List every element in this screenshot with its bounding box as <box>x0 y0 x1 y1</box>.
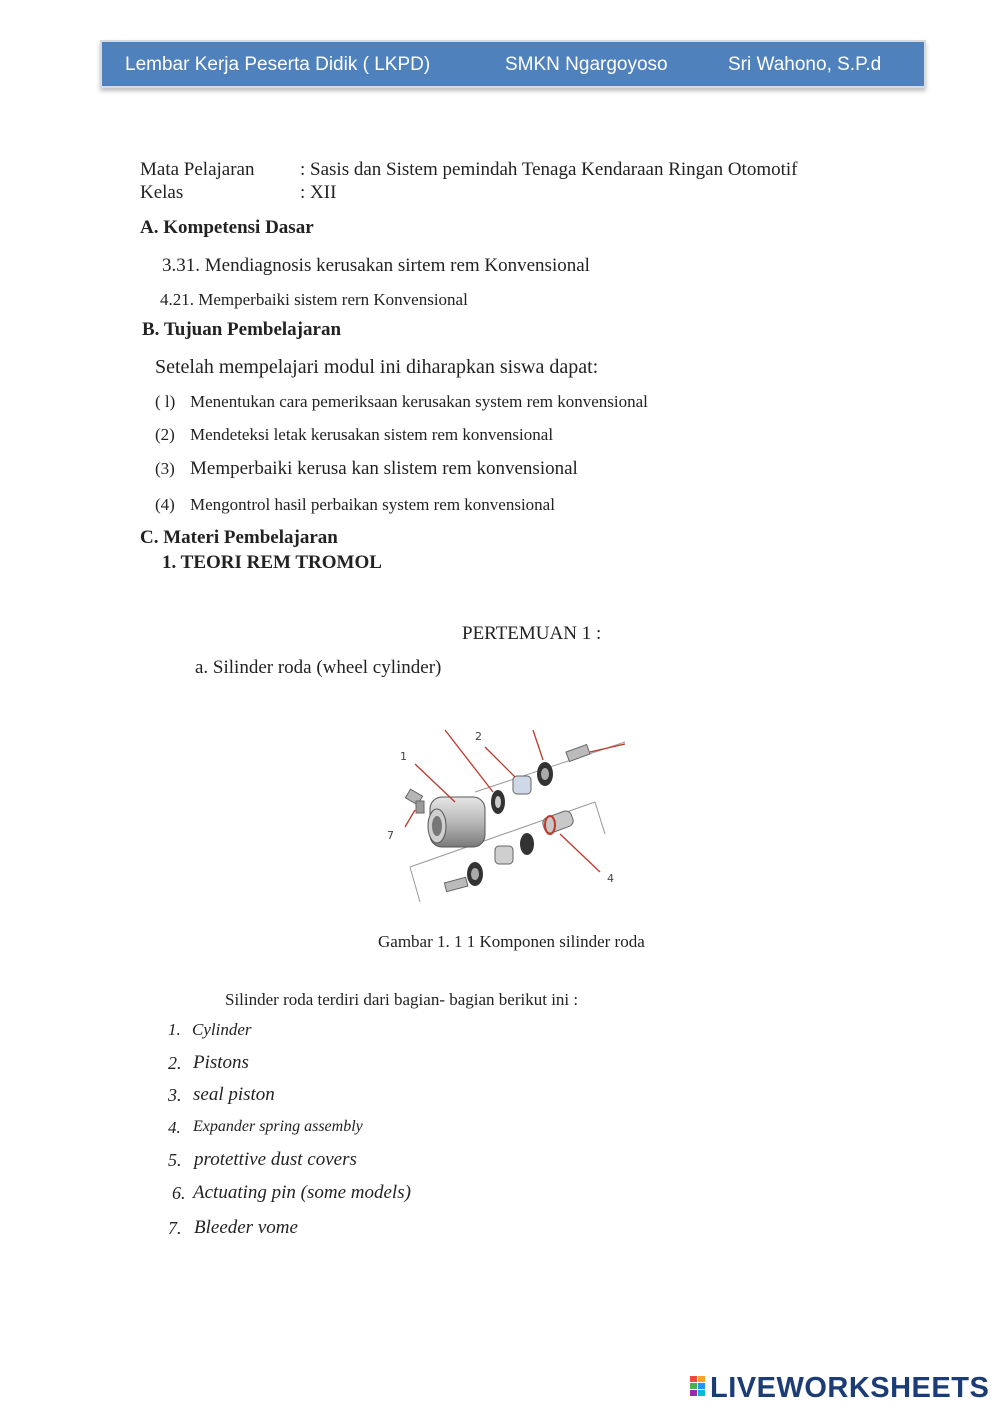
part-7-text: Bleeder vome <box>194 1217 298 1238</box>
kd-item-2: 4.21. Memperbaiki sistem rern Konvensional <box>160 290 468 309</box>
subject-value: : Sasis dan Sistem pemindah Tenaga Kendaraan Ringan Otomotif <box>300 159 798 180</box>
part-7-num: 7. <box>168 1218 182 1238</box>
class-value: : XII <box>300 182 337 203</box>
guide-line-left <box>410 867 420 902</box>
meeting-label: PERTEMUAN 1 : <box>462 623 602 644</box>
section-a-title: A. Kompetensi Dasar <box>140 217 314 238</box>
figure-label-4: 4 <box>607 872 614 885</box>
goal-2-num: (2) <box>155 425 175 444</box>
sub-a-title: a. Silinder roda (wheel cylinder) <box>195 657 442 678</box>
wheel-cylinder-figure <box>385 722 635 907</box>
section-b-intro: Setelah mempelajari modul ini diharapkan siswa dapat: <box>155 356 599 378</box>
subject-label: Mata Pelajaran <box>140 159 255 180</box>
goal-1-num: ( l) <box>155 392 176 411</box>
section-c-subtitle: 1. TEORI REM TROMOL <box>162 552 382 573</box>
figure-label-1: 1 <box>400 750 407 763</box>
section-b-title: B. Tujuan Pembelajaran <box>142 319 342 340</box>
logo-text: LIVEWORKSHEETS <box>710 1372 990 1404</box>
part-2-num: 2. <box>168 1053 182 1073</box>
part-3-num: 3. <box>168 1085 182 1105</box>
figure-label-2: 2 <box>475 730 482 743</box>
part-6-text: Actuating pin (some models) <box>193 1182 411 1203</box>
upper-parts <box>491 745 590 814</box>
part-5-text: protettive dust covers <box>194 1149 357 1170</box>
part-4-num: 4. <box>168 1118 181 1137</box>
goal-4-text: Mengontrol hasil perbaikan system rem konvensional <box>190 495 555 514</box>
part-5-num: 5. <box>168 1150 182 1170</box>
part-4-text: Expander spring assembly <box>193 1118 363 1135</box>
page-header <box>100 40 926 88</box>
cylinder-body <box>428 797 485 847</box>
part-6-num: 6. <box>172 1183 186 1203</box>
header-school: SMKN Ngargoyoso <box>505 54 668 75</box>
figure-caption: Gambar 1. 1 1 Komponen silinder roda <box>378 932 645 951</box>
logo-blocks-icon <box>690 1376 706 1402</box>
goal-1-text: Menentukan cara pemeriksaan kerusakan system rem konvensional <box>190 392 648 411</box>
parts-intro: Silinder roda terdiri dari bagian- bagian berikut ini : <box>225 990 579 1009</box>
figure-label-7: 7 <box>387 829 394 842</box>
class-label: Kelas <box>140 182 184 203</box>
kd-item-1: 3.31. Mendiagnosis kerusakan sirtem rem Konvensional <box>162 255 590 276</box>
part-3-text: seal piston <box>193 1084 275 1105</box>
goal-4-num: (4) <box>155 495 175 514</box>
header-title: Lembar Kerja Peserta Didik ( LKPD) <box>125 54 431 75</box>
goal-2-text: Mendeteksi letak kerusakan sistem rem konvensional <box>190 425 554 444</box>
part-1-text: Cylinder <box>192 1020 252 1039</box>
part-2-text: Pistons <box>193 1052 249 1073</box>
goal-3-num: (3) <box>155 459 175 478</box>
part-1-num: 1. <box>168 1020 181 1039</box>
header-author: Sri Wahono, S.P.d <box>728 54 882 75</box>
bleeder-screw <box>405 789 424 813</box>
goal-3-text: Memperbaiki kerusa kan slistem rem konvensional <box>190 458 578 479</box>
guide-line-right <box>595 802 605 834</box>
section-c-title: C. Materi Pembelajaran <box>140 527 338 548</box>
